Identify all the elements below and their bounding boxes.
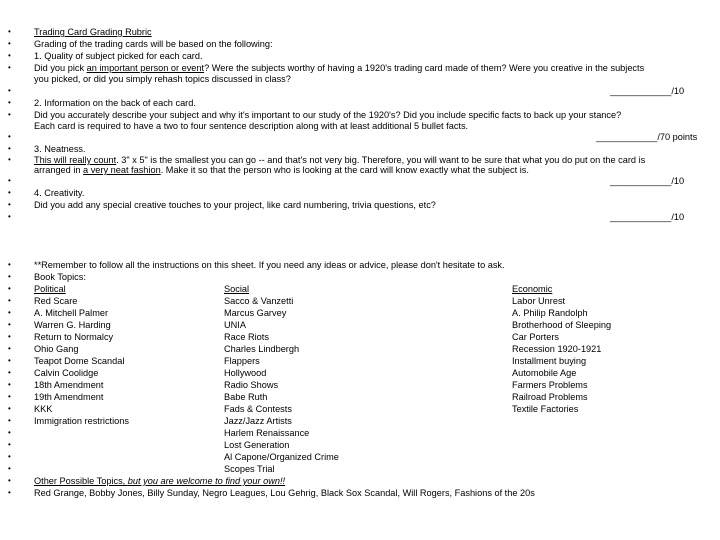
- bullet: •: [8, 39, 11, 48]
- bullet: •: [8, 144, 11, 153]
- item1-heading-line: [0, 50, 720, 62]
- topic-social-item: Fads & Contests: [224, 404, 292, 414]
- score3-line: [0, 175, 720, 187]
- topic-economic-item: Recession 1920-1921: [512, 344, 602, 354]
- other-topics-label: [34, 475, 285, 487]
- topic-row: [0, 355, 720, 367]
- item2-heading: 2. Information on the back of each card.: [34, 98, 196, 108]
- topic-row: [0, 307, 720, 319]
- bullet: •: [8, 440, 11, 449]
- topic-economic-item: A. Philip Randolph: [512, 308, 588, 318]
- topic-row: [0, 379, 720, 391]
- topic-social-item: Marcus Garvey: [224, 308, 287, 318]
- bullet: •: [8, 260, 11, 269]
- topic-row: [0, 415, 720, 427]
- bullet: •: [8, 320, 11, 329]
- item1-question-b: ? Were the subjects worthy of having a 1920's trading card made of them? Were you creative in the subjects: [204, 63, 645, 73]
- topic-social-item: Radio Shows: [224, 380, 279, 390]
- topic-economic-item: Labor Unrest: [512, 296, 566, 306]
- rubric-intro: Grading of the trading cards will be based on the following:: [34, 39, 273, 49]
- topic-economic-item: Car Porters: [512, 332, 559, 342]
- topic-row: [0, 367, 720, 379]
- topic-social-item: Al Capone/Organized Crime: [224, 452, 339, 462]
- bullet: •: [8, 476, 11, 485]
- item3-question-underlined: This will really count: [34, 155, 117, 165]
- topic-political-item: Immigration restrictions: [34, 416, 129, 426]
- bullet: •: [8, 416, 11, 425]
- topic-political-item: Warren G. Harding: [34, 320, 111, 330]
- topic-political-item: Calvin Coolidge: [34, 368, 99, 378]
- topic-political-item: KKK: [34, 404, 53, 414]
- bullet: •: [8, 132, 11, 141]
- header-social: Social: [224, 284, 250, 294]
- rubric-intro-line: [0, 38, 720, 50]
- topic-social-item: Jazz/Jazz Artists: [224, 416, 292, 426]
- other-topics-a: Other Possible Topics,: [34, 476, 128, 486]
- topic-political-item: 19th Amendment: [34, 392, 104, 402]
- other-topics-line: [0, 475, 720, 487]
- item1-question-a: Did you pick: [34, 63, 87, 73]
- bullet: •: [8, 296, 11, 305]
- topic-row: [0, 451, 720, 463]
- bullet: •: [8, 380, 11, 389]
- score1-line: [0, 85, 720, 97]
- item4-heading-line: [0, 187, 720, 199]
- topic-social-item: Scopes Trial: [224, 464, 275, 474]
- item4-heading: 4. Creativity.: [34, 188, 85, 198]
- bullet: •: [8, 284, 11, 293]
- topic-social-item: Charles Lindbergh: [224, 344, 300, 354]
- score2: ____________/70 points: [596, 132, 698, 142]
- topic-social-item: Babe Ruth: [224, 392, 268, 402]
- topic-political-item: Return to Normalcy: [34, 332, 114, 342]
- topic-political-item: Red Scare: [34, 296, 78, 306]
- item2-question: Did you accurately describe your subject and why it's important to our study of the 1920's? Did you include specific facts to back up your stance?: [34, 110, 622, 120]
- bullet: •: [8, 308, 11, 317]
- topic-row: [0, 439, 720, 451]
- bullet: •: [8, 110, 11, 119]
- book-topics-label: Book Topics:: [34, 272, 86, 282]
- header-economic: Economic: [512, 284, 553, 294]
- score4-line: [0, 211, 720, 223]
- other-topics-list: Red Grange, Bobby Jones, Billy Sunday, Negro Leagues, Lou Gehrig, Black Sox Scandal, Will Rogers, Fashions of the 20s: [34, 488, 535, 498]
- book-topics-line: [0, 271, 720, 283]
- rubric-title-line: [0, 26, 720, 38]
- topic-row: [0, 463, 720, 475]
- header-political: Political: [34, 284, 66, 294]
- item4-question: Did you add any special creative touches to your project, like card numbering, trivia questions, etc?: [34, 200, 436, 210]
- bullet: •: [8, 200, 11, 209]
- item3-question-underlined2: a very neat fashion: [83, 165, 161, 175]
- topic-row: [0, 331, 720, 343]
- reminder-text: **Remember to follow all the instructions on this sheet. If you need any ideas or advice, please don't hesitate to ask.: [34, 260, 505, 270]
- score1: ____________/10: [610, 86, 685, 96]
- bullet: •: [8, 392, 11, 401]
- topic-social-item: Flappers: [224, 356, 260, 366]
- item1-question-cont: you picked, or did you simply rehash topics discussed in class?: [34, 74, 291, 84]
- other-topics-b: but you are welcome to find your own!!: [127, 476, 286, 486]
- bullet: •: [8, 428, 11, 437]
- bullet: •: [8, 344, 11, 353]
- score4: ____________/10: [610, 212, 685, 222]
- item1-question-line2: [0, 73, 720, 85]
- topic-row: [0, 403, 720, 415]
- score2-line: [0, 131, 720, 143]
- bullet: •: [8, 98, 11, 107]
- topic-row: [0, 427, 720, 439]
- topic-social-item: UNIA: [224, 320, 246, 330]
- item2-question-cont: Each card is required to have a two to four sentence description along with at least additional 5 bullet facts.: [34, 121, 469, 131]
- topic-social-item: Sacco & Vanzetti: [224, 296, 294, 306]
- topic-economic-item: Brotherhood of Sleeping: [512, 320, 612, 330]
- topic-economic-item: Automobile Age: [512, 368, 577, 378]
- score3: ____________/10: [610, 176, 685, 186]
- topic-social-item: Lost Generation: [224, 440, 290, 450]
- topic-economic-item: Textile Factories: [512, 404, 579, 414]
- topic-social-item: Hollywood: [224, 368, 267, 378]
- bullet: •: [8, 212, 11, 221]
- topic-economic-item: Farmers Problems: [512, 380, 588, 390]
- bullet: •: [8, 188, 11, 197]
- topic-political-item: 18th Amendment: [34, 380, 104, 390]
- bullet: •: [8, 356, 11, 365]
- bullet: •: [8, 27, 11, 36]
- topic-social-item: Race Riots: [224, 332, 269, 342]
- topic-row: [0, 391, 720, 403]
- rubric-title: Trading Card Grading Rubric: [34, 27, 152, 37]
- bullet: •: [8, 51, 11, 60]
- topic-row: [0, 319, 720, 331]
- item3-question-line2-b: . Make it so that the person who is looking at the card will know exactly what the subject is.: [160, 165, 529, 175]
- topic-economic-item: Railroad Problems: [512, 392, 588, 402]
- topic-political-item: Teapot Dome Scandal: [34, 356, 125, 366]
- bullet: •: [8, 86, 11, 95]
- item1-question-underlined: an important person or event: [86, 63, 205, 73]
- bullet: •: [8, 155, 11, 164]
- bullet: •: [8, 368, 11, 377]
- bullet: •: [8, 63, 11, 72]
- bullet: •: [8, 272, 11, 281]
- topic-economic-item: Installment buying: [512, 356, 587, 366]
- topic-row: [0, 295, 720, 307]
- item3-heading: 3. Neatness.: [34, 144, 86, 154]
- item2-heading-line: [0, 97, 720, 109]
- topic-row: [0, 343, 720, 355]
- topic-political-item: A. Mitchell Palmer: [34, 308, 109, 318]
- item3-question-line2-a: arranged in: [34, 165, 84, 175]
- item4-question-line: [0, 199, 720, 211]
- bullet: •: [8, 404, 11, 413]
- topic-social-item: Harlem Renaissance: [224, 428, 310, 438]
- item1-heading: 1. Quality of subject picked for each card.: [34, 51, 203, 61]
- reminder-line: [0, 259, 720, 271]
- topic-headers-line: [0, 283, 720, 295]
- bullet: •: [8, 488, 11, 497]
- bullet: •: [8, 176, 11, 185]
- bullet: •: [8, 452, 11, 461]
- item3-question-mid: . 3" x 5" is the smallest you can go -- and that's not very big. Therefore, you will want to be sure that what you do put on the card is: [116, 155, 646, 165]
- bullet: •: [8, 464, 11, 473]
- bullet: •: [8, 332, 11, 341]
- topic-political-item: Ohio Gang: [34, 344, 79, 354]
- other-topics-list-line: [0, 487, 720, 499]
